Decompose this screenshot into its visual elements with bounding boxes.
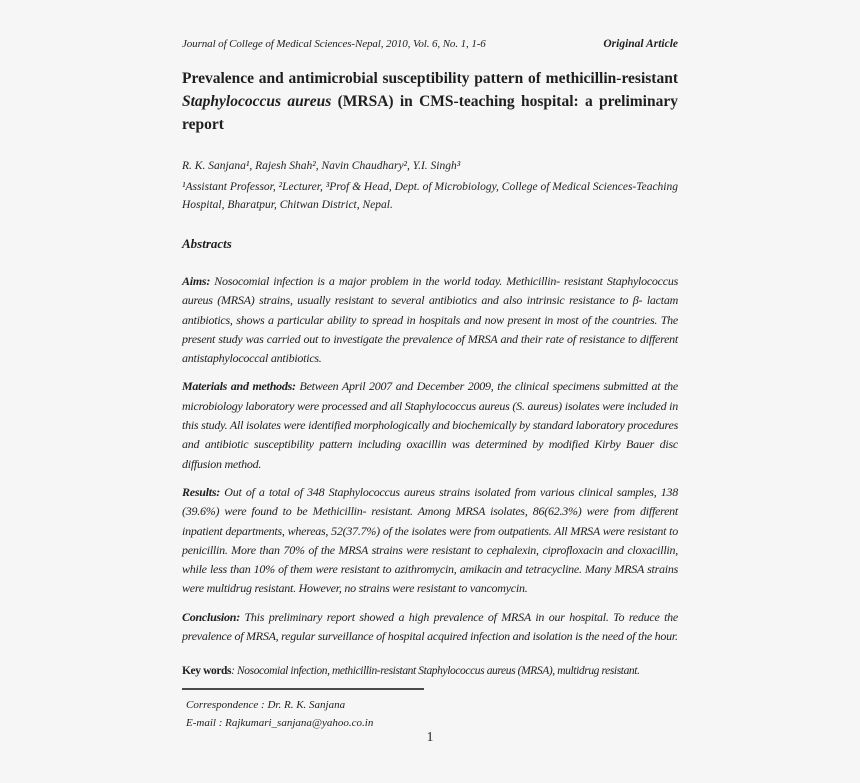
abstract-section-methods	[182, 377, 678, 473]
keywords-label: Key words	[182, 665, 232, 678]
email-line: E-mail : Rajkumari_sanjana@yahoo.co.in	[186, 717, 374, 729]
article-type-label: Original Article	[603, 38, 678, 50]
keywords-text: : Nosocomial infection, methicillin-resistant Staphylococcus aureus (MRSA), multidrug resistant.	[231, 665, 640, 678]
title-line-2-rest: (MRSA) in CMS-teaching hospital: a preliminary report	[182, 93, 678, 133]
authors-affiliation: ¹Assistant Professor, ²Lecturer, ³Prof & Head, Dept. of Microbiology, College of Medical Sciences-Teaching Hospital, Bharatpur, Chitwan District, Nepal.	[182, 181, 678, 211]
section-text-aims: Nosocomial infection is a major problem in the world today. Methicillin- resistant Staphylococcus aureus (MRSA) strains, usually resistant to several antibiotics and also intrinsic resistance to β- lactam antibiotics, shows a particular ability to spread in hospitals and now present in most of the countries. The present study was carried out to investigate the prevalence of MRSA and their rate of resistance to different antistaphylococcal antibiotics.	[182, 274, 678, 366]
section-label-aims: Aims:	[182, 274, 211, 288]
authors-line: R. K. Sanjana¹, Rajesh Shah², Navin Chaudhary², Y.I. Singh³	[182, 160, 461, 172]
abstract-section-results	[182, 483, 678, 599]
keywords-line	[182, 662, 678, 681]
section-text-results: Out of a total of 348 Staphylococcus aureus strains isolated from various clinical samples, 138 (39.6%) were found to be Methicillin- resistant. Among MRSA isolates, 86(62.3%) were from different inpatient departments, whereas, 52(37.7%) of the isolates were from outpatients. All MRSA were resistant to penicillin. More than 70% of the MRSA strains were resistant to cephalexin, ciprofloxacin and cloxacillin, while less than 10% of them were resistant to azithromycin, amikacin and tetracycline. Many MRSA strains were multidrug resistant. However, no strains were resistant to vancomycin.	[182, 484, 678, 596]
page-number: 1	[426, 729, 434, 744]
section-text-conclusion: This preliminary report showed a high prevalence of MRSA in our hospital. To reduce the prevalence of MRSA, regular surveillance of hospital acquired infection and isolation is the need of the hour.	[182, 609, 678, 644]
abstract-heading: Abstracts	[182, 236, 232, 251]
article-content	[182, 0, 678, 681]
correspondence-line: Correspondence : Dr. R. K. Sanjana	[186, 699, 346, 711]
page-header	[182, 38, 678, 50]
section-label-methods: Materials and methods:	[182, 379, 296, 394]
article-title	[182, 67, 678, 136]
section-label-conclusion: Conclusion:	[182, 609, 240, 624]
abstract-section-conclusion	[182, 608, 678, 647]
abstract-section-aims	[182, 272, 678, 368]
species-name: Staphylococcus aureus	[182, 93, 332, 110]
section-label-results: Results:	[182, 484, 221, 499]
journal-reference: Journal of College of Medical Sciences-Nepal, 2010, Vol. 6, No. 1, 1-6	[182, 38, 486, 50]
section-text-methods: Between April 2007 and December 2009, the clinical specimens submitted at the microbiology laboratory were processed and all Staphylococcus aureus (S. aureus) isolates were included in this study. All isolates were identified morphologically and biochemically by standard laboratory procedures and antibiotic susceptibility pattern including oxacillin was determined by modified Kirby Bauer disc diffusion method.	[182, 379, 678, 471]
title-line-2	[182, 90, 678, 136]
title-line-1: Prevalence and antimicrobial susceptibility pattern of methicillin-resistant	[182, 70, 678, 87]
footer-divider	[182, 688, 424, 690]
correspondence-footer	[182, 688, 678, 729]
